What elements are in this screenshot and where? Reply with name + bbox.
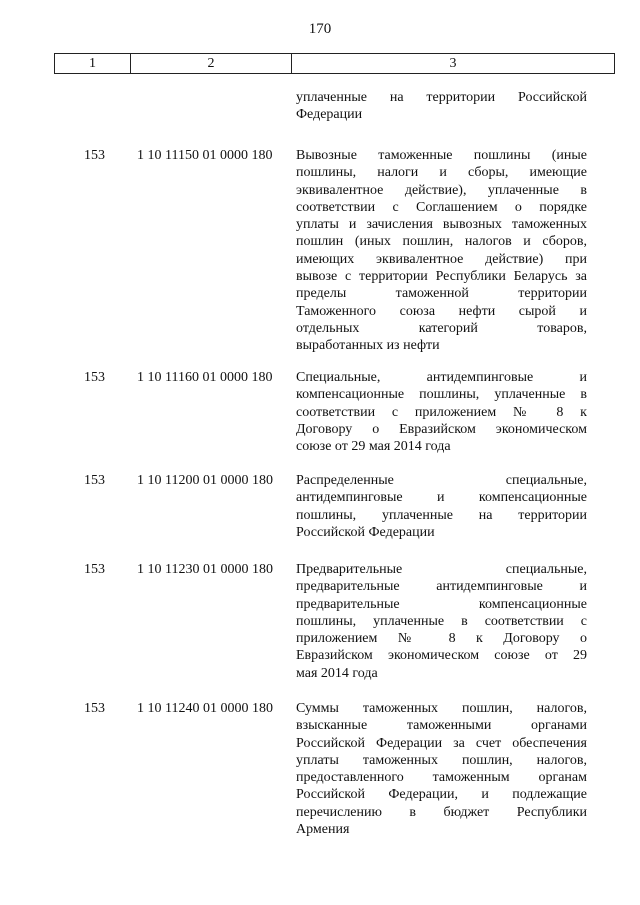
text-line: перечислению в бюджет Республики	[296, 804, 587, 820]
text-line: антидемпинговые и компенсационные	[296, 490, 587, 506]
text-line: выработанных из нефти	[296, 338, 440, 354]
text-line: Договору о Евразийском экономическом	[296, 421, 587, 437]
text-line: компенсационные пошлины, уплаченные в	[296, 387, 587, 403]
text-line: пошлины, налоги и сборы, имеющие	[296, 165, 587, 181]
text-line: эквивалентное действие), уплаченные в	[296, 182, 587, 198]
text-line: взысканные таможенными органами	[296, 718, 587, 734]
text-line: уплаты таможенных пошлин, налогов,	[296, 752, 587, 768]
text-line: соответствии с Соглашением о порядке	[296, 199, 587, 215]
text-line: пошлины, уплаченные на территории	[296, 507, 587, 523]
text-line: предварительные антидемпинговые и	[296, 579, 587, 595]
budget-code: 1 10 11200 01 0000 180	[137, 473, 273, 488]
text-line: Российской Федерации за счет обеспечения	[296, 735, 587, 751]
text-line: пошлин (иных пошлин, налогов и сборов,	[296, 234, 587, 250]
text-line: Российской Федерации	[296, 524, 435, 540]
text-line: Таможенного союза нефти сырой и	[296, 303, 587, 319]
text-line: уплаты и зачисления вывозных таможенных	[296, 217, 587, 233]
text-line: соответствии с приложением № 8 к	[296, 404, 587, 420]
text-line: Предварительные специальные,	[296, 562, 587, 577]
text-line: Распределенные специальные,	[296, 473, 587, 488]
text-line: имеющих эквивалентное действие) при	[296, 251, 587, 267]
text-line: пределы таможенной территории	[296, 286, 587, 302]
text-line: Евразийском экономическом союзе от 29	[296, 648, 587, 664]
income-description	[296, 147, 587, 355]
budget-code: 1 10 11230 01 0000 180	[137, 562, 273, 577]
text-line: предварительные компенсационные	[296, 596, 587, 612]
income-description	[296, 561, 587, 682]
admin-code: 153	[84, 562, 105, 577]
text-line: уплаченные на территории Российской	[296, 90, 587, 105]
text-line: приложением № 8 к Договору о	[296, 631, 587, 647]
text-line: Вывозные таможенные пошлины (иные	[296, 148, 587, 163]
admin-code: 153	[84, 473, 105, 488]
column-header-1: 1	[55, 54, 131, 73]
admin-code: 153	[84, 148, 105, 163]
continuation-text	[296, 89, 587, 124]
text-line: предоставленного таможенным органам	[296, 770, 587, 786]
text-line: вывозе с территории Республики Беларусь за	[296, 269, 587, 285]
text-line: Суммы таможенных пошлин, налогов,	[296, 701, 587, 716]
text-line: отдельных категорий товаров,	[296, 320, 587, 336]
budget-code: 1 10 11240 01 0000 180	[137, 701, 273, 716]
text-line: Армения	[296, 822, 350, 838]
text-line: мая 2014 года	[296, 665, 378, 681]
admin-code: 153	[84, 701, 105, 716]
admin-code: 153	[84, 370, 105, 385]
column-header-3: 3	[449, 56, 457, 71]
income-description	[296, 700, 587, 838]
income-description	[296, 369, 587, 455]
budget-code: 1 10 11160 01 0000 180	[137, 370, 273, 385]
text-line: Специальные, антидемпинговые и	[296, 370, 587, 385]
column-header-table	[54, 53, 615, 74]
text-line: союзе от 29 мая 2014 года	[296, 439, 451, 455]
text-line: Российской Федерации, и подлежащие	[296, 787, 587, 803]
column-header-2: 2	[131, 54, 292, 73]
income-description	[296, 472, 587, 541]
text-line: Федерации	[296, 107, 363, 123]
budget-code: 1 10 11150 01 0000 180	[137, 148, 273, 163]
page-number: 170	[308, 21, 332, 37]
text-line: пошлины, уплаченные в соответствии с	[296, 613, 587, 629]
